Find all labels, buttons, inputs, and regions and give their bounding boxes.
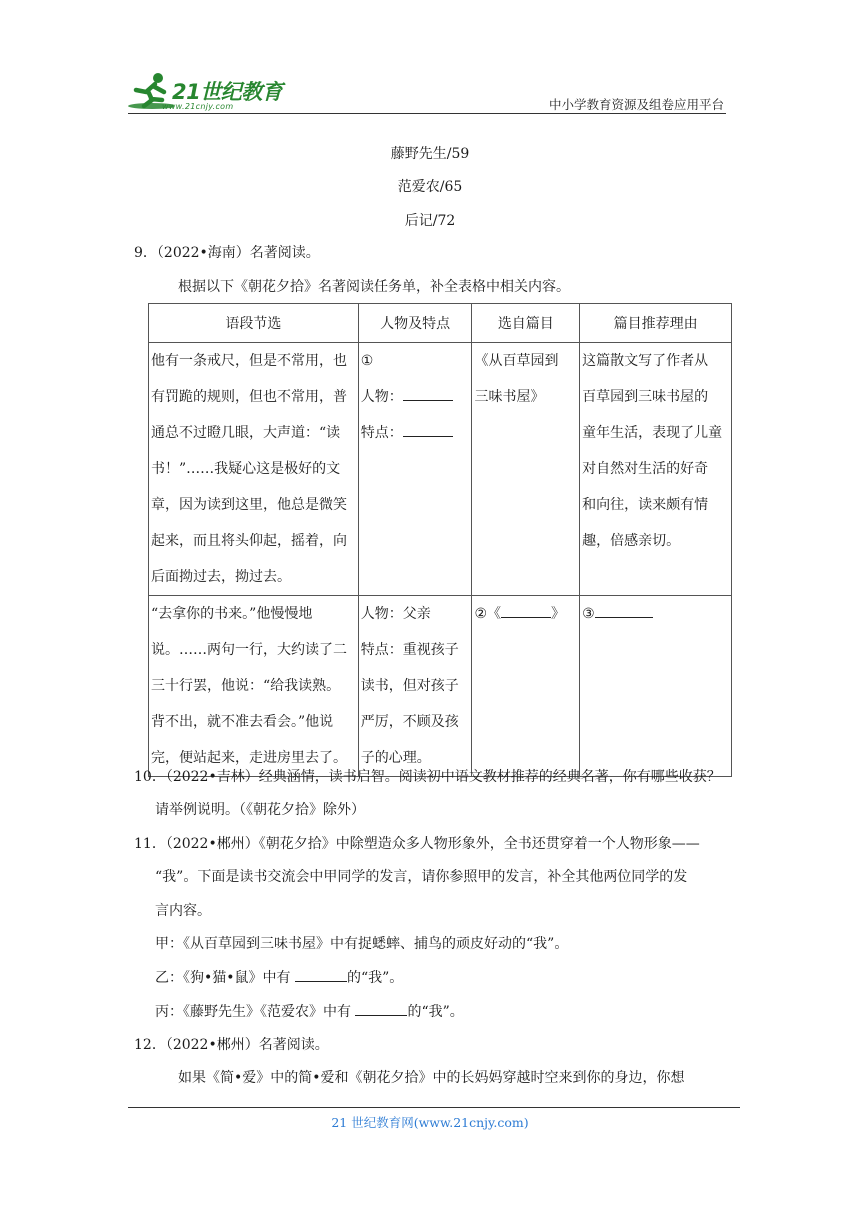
answer-blank[interactable] [501,603,551,618]
q11-yi-suffix: 的“我”。 [346,970,404,986]
answer-blank[interactable] [355,1001,407,1016]
blank-marker: ③ [582,606,595,622]
footer-divider [128,1107,740,1108]
person-line [361,379,470,415]
q11-bing-prefix: 丙：《藤野先生》《范爱农》中有 [155,1004,351,1020]
footer-link[interactable]: 21 世纪教育网(www.21cnjy.com) [331,1115,529,1130]
char-line: 严厉，不顾及孩 [360,714,459,730]
excerpt-line: 完，便站起来，走进房里去了。 [151,750,347,766]
q11-yi-prefix: 乙：《狗•猫•鼠》中有 [155,970,291,986]
excerpt-line: 说。……两句一行，大约读了二 [151,642,347,658]
q12-title: 12．（2022•郴州）名著阅读。 [134,1037,329,1053]
char-line: 子的心理。 [360,750,431,766]
reason-line: 和向往，读来颇有情 [582,497,709,513]
logo-text: 21世纪教育 [172,80,283,104]
excerpt-line: 书！”……我疑心这是极好的文 [151,461,341,477]
source-line: 三味书屋》 [474,389,545,405]
char-line: 特点：重视孩子 [360,642,459,658]
excerpt-line: 背不出，就不准去看会。”他说 [151,714,334,730]
table-header-row [149,304,732,343]
site-logo [122,70,292,114]
q10-line: 请举例说明。（《朝花夕拾》除外） [155,802,365,818]
q11-line: “我”。下面是读书交流会中甲同学的发言，请你参照甲的发言，补全其他两位同学的发 [155,869,688,885]
task-table [148,303,732,777]
trait-line [361,415,470,451]
answer-blank[interactable] [295,967,347,982]
reason-line [582,596,729,632]
excerpt-line: “去拿你的书来。”他慢慢地 [151,606,313,622]
excerpt-line: 通总不过瞪几眼，大声道：“读 [151,425,341,441]
answer-blank[interactable] [403,422,453,437]
excerpt-line: 三十行罢，他说：“给我读熟。 [151,678,341,694]
q11-line: 11．（2022•郴州）《朝花夕拾》中除塑造众多人物形象外，全书还贯穿着一个人物形象—— [134,836,700,852]
q11-yi [155,967,403,988]
reason-cell [580,343,732,596]
reason-cell [580,596,732,777]
table-row [149,596,732,777]
source-line: 《从百草园到 [474,353,559,369]
column-header: 篇目推荐理由 [580,304,732,343]
excerpt-cell [149,596,359,777]
trait-label: 特点： [360,425,403,441]
q10-line: 10．（2022•吉林）经典涵情，读书启智。阅读初中语文教材推荐的经典名著，你有哪些收获？ [134,769,721,785]
source-line [474,596,577,632]
toc-item: 藤野先生/59 [390,146,470,162]
column-header: 语段节选 [149,304,359,343]
char-line: 读书，但对孩子 [360,678,459,694]
toc-item: 范爱农/65 [397,179,463,195]
q12-line: 如果《简•爱》中的简•爱和《朝花夕拾》中的长妈妈穿越时空来到你的身边，你想 [178,1070,685,1086]
reason-line: 趣，倍感亲切。 [582,533,681,549]
excerpt-line: 章，因为读到这里，他总是微笑 [151,497,347,513]
person-label: 人物： [360,389,403,405]
reason-line: 童年生活，表现了儿童 [582,425,723,441]
q9-instruction: 根据以下《朝花夕拾》名著阅读任务单，补全表格中相关内容。 [178,279,570,295]
answer-blank[interactable] [403,386,453,401]
toc-item: 后记/72 [404,213,456,229]
column-header: 选自篇目 [472,304,580,343]
logo-url: www.21cnjy.com [162,102,234,111]
source-cell [472,343,580,596]
excerpt-line: 起来，而且将头仰起，摇着，向 [151,533,347,549]
q11-bing-suffix: 的“我”。 [407,1004,464,1020]
answer-blank[interactable] [595,603,653,618]
excerpt-line: 有罚跪的规则，但也不常用，普 [151,389,347,405]
excerpt-cell [149,343,359,596]
column-header: 人物及特点 [358,304,472,343]
character-cell [358,596,472,777]
excerpt-line: 后面拗过去，拗过去。 [151,569,291,585]
reason-line: 这篇散文写了作者从 [582,353,709,369]
blank-marker: ① [360,353,374,369]
q11-bing [155,1001,464,1022]
header-divider [128,113,726,114]
character-cell [358,343,472,596]
blank-marker: ②《 [474,606,502,622]
platform-name: 中小学教育资源及组卷应用平台 [548,97,724,112]
source-end: 》 [551,606,566,622]
q11-jia: 甲：《从百草园到三味书屋》中有捉蟋蟀、捕鸟的顽皮好动的“我”。 [155,936,569,952]
q11-line: 言内容。 [155,903,211,919]
q9-title: 9．（2022•海南）名著阅读。 [134,245,320,261]
char-line: 人物：父亲 [360,606,431,622]
source-cell [472,596,580,777]
excerpt-line: 他有一条戒尺，但是不常用，也 [151,353,347,369]
table-row [149,343,732,596]
reason-line: 对自然对生活的好奇 [582,461,709,477]
reason-line: 百草园到三味书屋的 [582,389,709,405]
